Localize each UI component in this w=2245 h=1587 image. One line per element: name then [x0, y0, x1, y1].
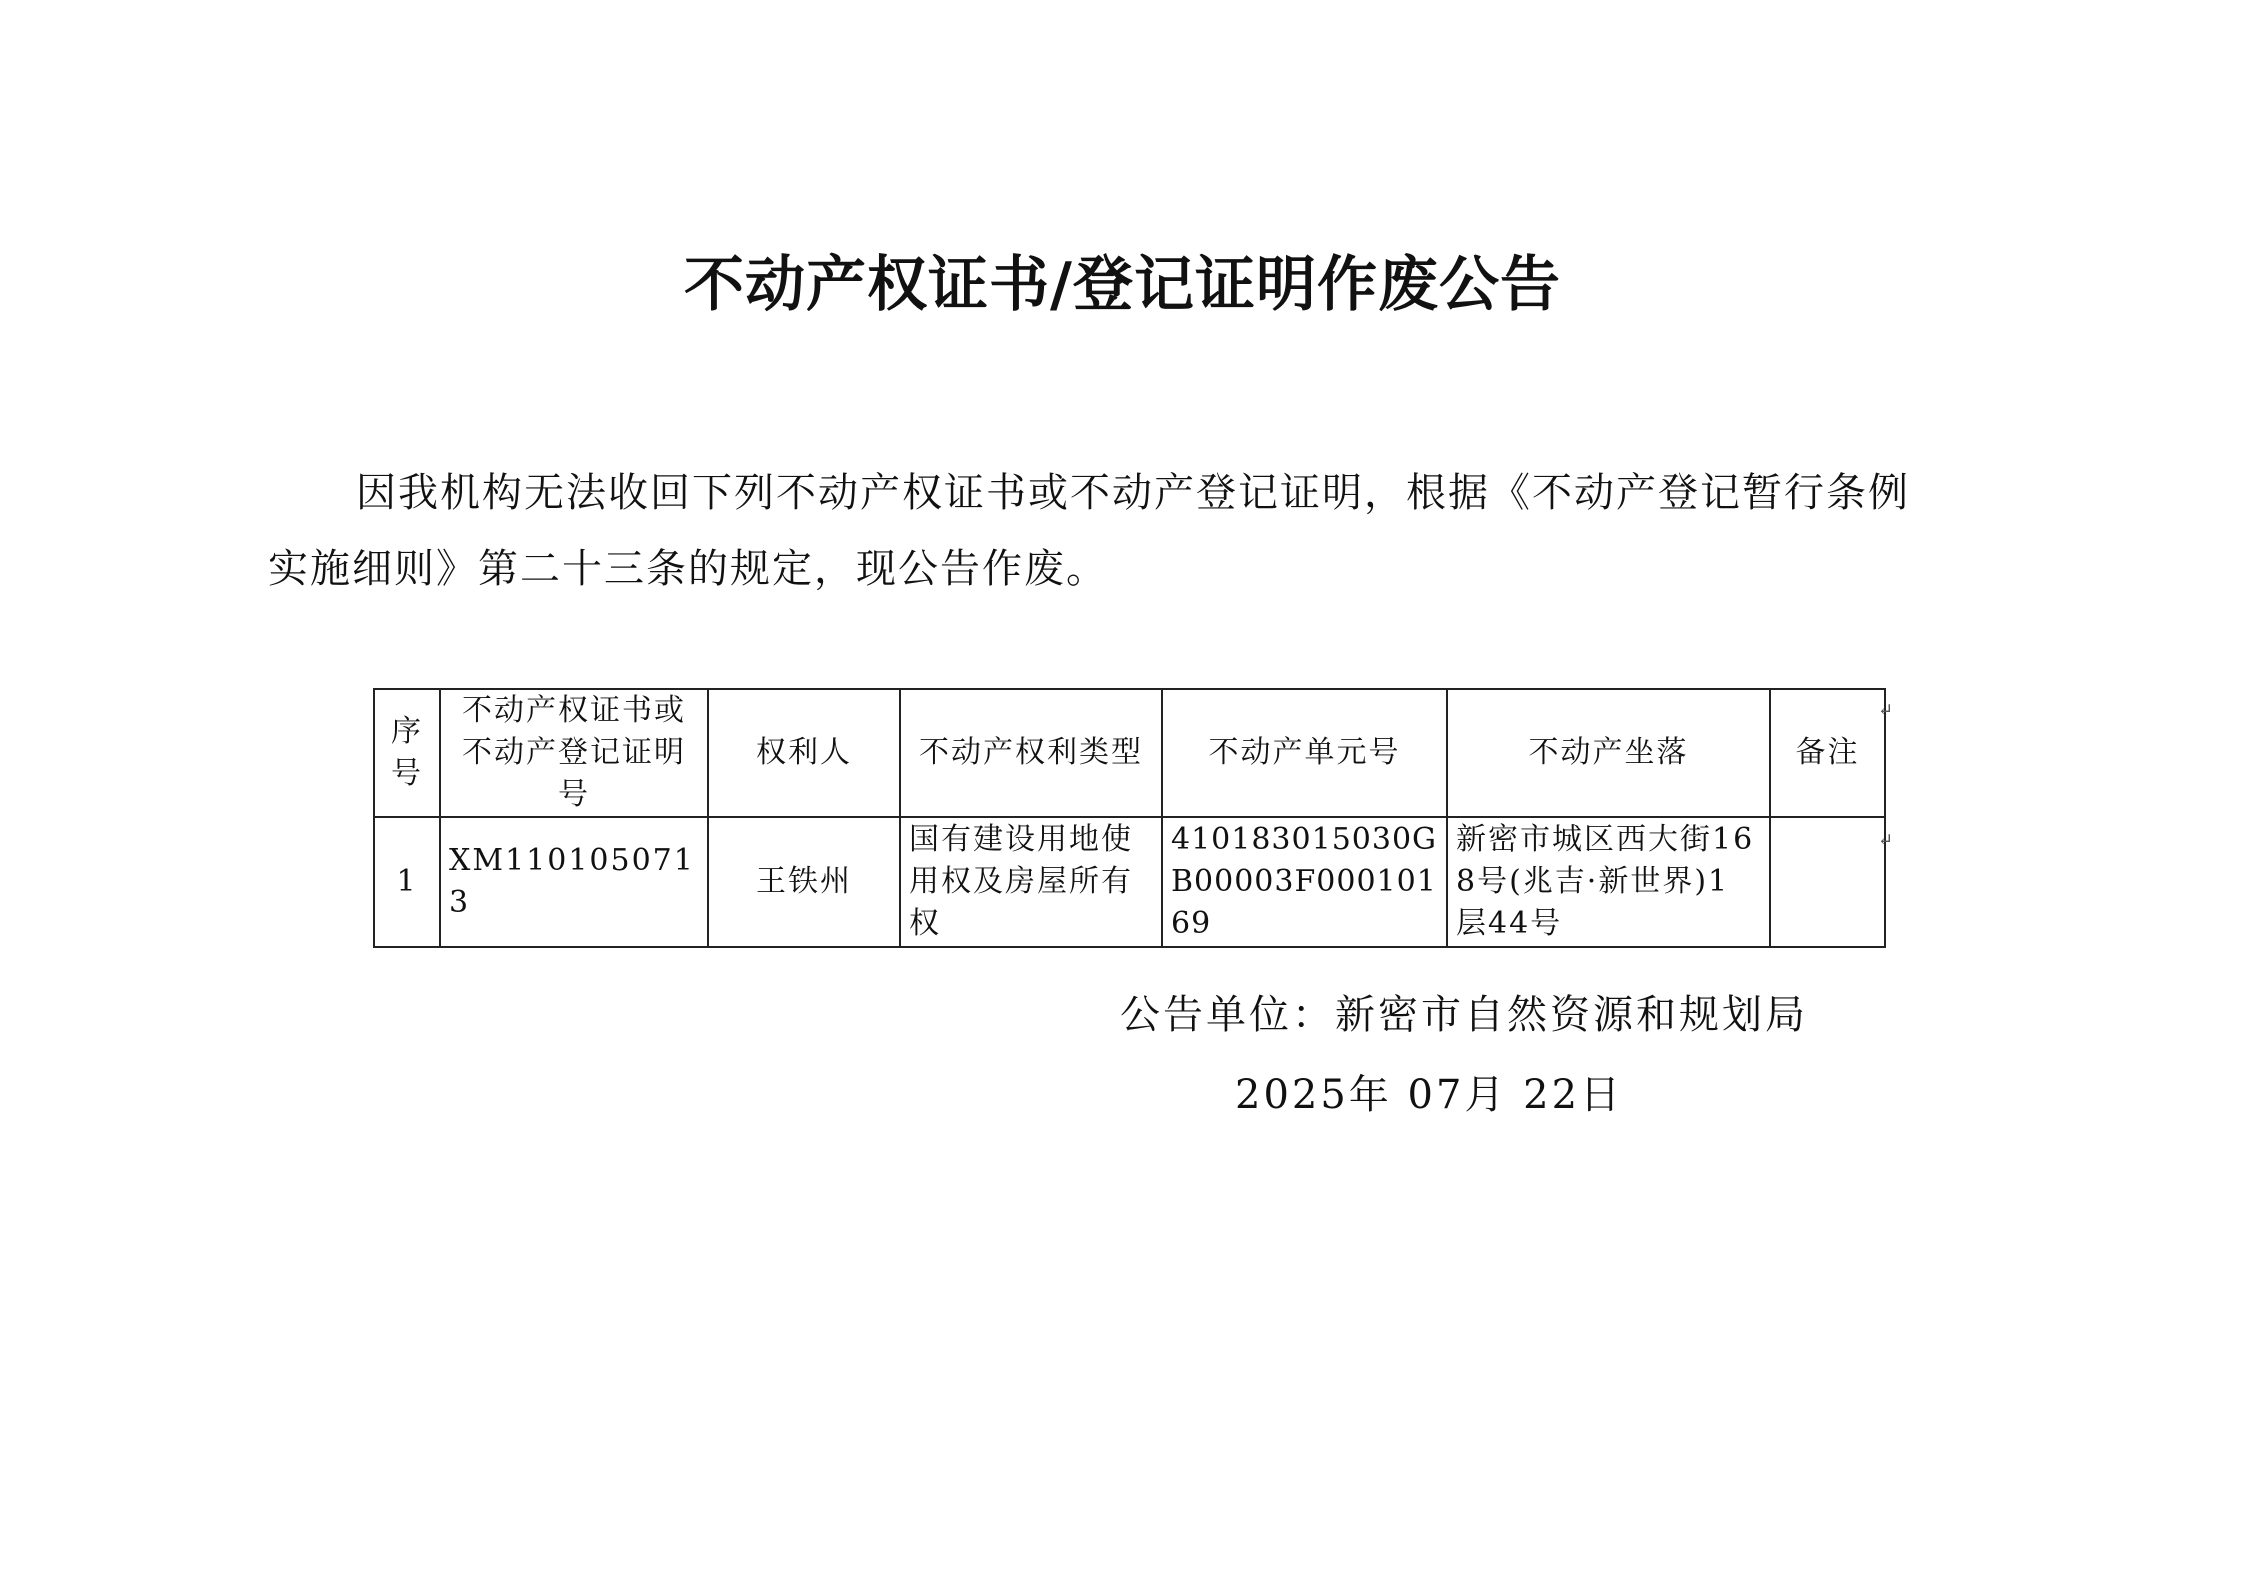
cell-index: 1 — [374, 817, 440, 947]
document-title: 不动产权证书/登记证明作废公告 — [684, 250, 1561, 320]
row-end-mark-icon: ↵ — [1878, 700, 1894, 721]
notice-body — [268, 455, 1968, 607]
cell-owner: 王铁州 — [708, 817, 900, 947]
cell-location: 新密市城区西大街168号(兆吉·新世界)1层44号 — [1447, 817, 1770, 947]
cell-unit-no: 410183015030GB00003F00010169 — [1162, 817, 1447, 947]
header-location: 不动产坐落 — [1447, 689, 1770, 817]
cell-right-type: 国有建设用地使用权及房屋所有权 — [900, 817, 1162, 947]
header-owner: 权利人 — [708, 689, 900, 817]
cell-remark — [1770, 817, 1885, 947]
header-right-type: 不动产权利类型 — [900, 689, 1162, 817]
table-row — [374, 817, 1885, 947]
header-unit-no: 不动产单元号 — [1162, 689, 1447, 817]
issue-date: 2025年 07月 22日 — [1235, 1072, 1624, 1118]
issuer-line: 公告单位：新密市自然资源和规划局 — [1120, 992, 1808, 1038]
notice-body-line-2: 实施细则》第二十三条的规定，现公告作废。 — [268, 546, 1108, 592]
notice-body-line-1: 因我机构无法收回下列不动产权证书或不动产登记证明，根据《不动产登记暂行条例 — [356, 470, 1910, 516]
header-remark: 备注 — [1770, 689, 1885, 817]
header-index: 序号 — [374, 689, 440, 817]
table-header-row — [374, 689, 1885, 817]
header-cert-no: 不动产权证书或不动产登记证明号 — [440, 689, 708, 817]
void-certificate-table — [373, 688, 1886, 948]
row-end-mark-icon: ↵ — [1878, 830, 1894, 851]
cell-cert-no: XM1101050713 — [440, 817, 708, 947]
